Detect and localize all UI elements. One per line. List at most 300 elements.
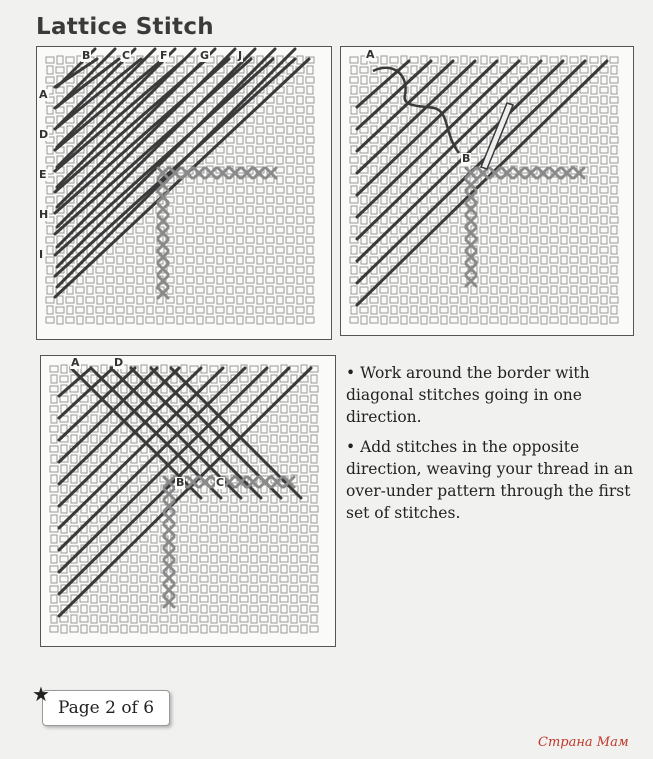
mesh-cell — [500, 287, 508, 293]
mesh-cell — [57, 316, 63, 324]
mesh-cell — [250, 366, 258, 372]
mesh-cell — [141, 405, 147, 413]
mesh-cell — [460, 287, 468, 293]
mesh-cell — [350, 197, 358, 203]
mesh-cell — [76, 287, 84, 293]
mesh-cell — [251, 555, 257, 563]
mesh-cell — [361, 236, 367, 244]
mesh-cell — [287, 86, 293, 94]
mesh-cell — [227, 266, 233, 274]
mesh-cell — [290, 606, 298, 612]
mesh-cell — [610, 197, 618, 203]
mesh-cell — [501, 256, 507, 264]
mesh-cell — [61, 485, 67, 493]
mesh-cell — [541, 316, 547, 324]
mesh-cell — [276, 127, 284, 133]
mesh-cell — [201, 605, 207, 613]
mesh-cell — [310, 626, 318, 632]
mesh-cell — [301, 525, 307, 533]
mesh-cell — [510, 257, 518, 263]
mesh-cell — [197, 236, 203, 244]
mesh-cell — [530, 157, 538, 163]
mesh-cell — [421, 96, 427, 104]
mesh-cell — [87, 306, 93, 314]
mesh-cell — [540, 247, 548, 253]
mesh-cell — [227, 286, 233, 294]
mesh-cell — [520, 207, 528, 213]
mesh-cell — [70, 586, 78, 592]
mesh-cell — [191, 555, 197, 563]
mesh-cell — [266, 137, 274, 143]
mesh-cell — [531, 186, 537, 194]
mesh-cell — [236, 287, 244, 293]
mesh-cell — [441, 256, 447, 264]
mesh-cell — [190, 506, 198, 512]
mesh-cell — [256, 207, 264, 213]
mesh-cell — [480, 187, 488, 193]
mesh-cell — [81, 465, 87, 473]
mesh-cell — [137, 276, 143, 284]
mesh-cell — [250, 526, 258, 532]
mesh-cell — [441, 56, 447, 64]
mesh-cell — [361, 176, 367, 184]
mesh-cell — [101, 425, 107, 433]
mesh-cell — [411, 266, 417, 274]
mesh-cell — [90, 546, 98, 552]
mesh-cell — [196, 247, 204, 253]
mesh-cell — [200, 596, 208, 602]
mesh-cell — [206, 237, 214, 243]
mesh-cell — [580, 107, 588, 113]
mesh-cell — [161, 365, 167, 373]
mesh-cell — [511, 306, 517, 314]
instruction-item: • Work around the border with diagonal stitches going in one direction. — [346, 364, 590, 426]
mesh-cell — [590, 297, 598, 303]
mesh-cell — [601, 196, 607, 204]
mesh-cell — [200, 376, 208, 382]
mesh-cell — [236, 187, 244, 193]
mesh-cell — [441, 316, 447, 324]
mesh-cell — [267, 106, 273, 114]
mesh-cell — [440, 207, 448, 213]
mesh-cell — [560, 287, 568, 293]
mesh-cell — [301, 445, 307, 453]
mesh-cell — [480, 267, 488, 273]
mesh-cell — [47, 286, 53, 294]
mesh-cell — [220, 376, 228, 382]
mesh-cell — [286, 217, 294, 223]
mesh-cell — [351, 286, 357, 294]
mesh-cell — [196, 307, 204, 313]
mesh-cell — [481, 256, 487, 264]
mesh-cell — [451, 266, 457, 274]
mesh-cell — [110, 546, 118, 552]
mesh-cell — [310, 566, 318, 572]
mesh-cell — [127, 286, 133, 294]
mesh-cell — [287, 266, 293, 274]
mesh-cell — [581, 196, 587, 204]
mesh-cell — [610, 57, 618, 63]
mesh-cell — [51, 515, 57, 523]
mesh-cell — [310, 466, 318, 472]
mesh-cell — [441, 96, 447, 104]
mesh-cell — [421, 56, 427, 64]
mesh-cell — [411, 106, 417, 114]
mesh-cell — [120, 536, 128, 542]
mesh-cell — [207, 206, 213, 214]
mesh-cell — [271, 515, 277, 523]
mesh-cell — [520, 87, 528, 93]
mesh-cell — [491, 206, 497, 214]
mesh-cell — [591, 206, 597, 214]
mesh-cell — [230, 506, 238, 512]
mesh-cell — [181, 605, 187, 613]
mesh-cell — [221, 565, 227, 573]
mesh-cell — [511, 266, 517, 274]
mesh-cell — [490, 297, 498, 303]
mesh-cell — [207, 226, 213, 234]
mesh-cell — [210, 366, 218, 372]
mesh-cell — [530, 97, 538, 103]
mesh-cell — [101, 625, 107, 633]
mesh-cell — [370, 297, 378, 303]
mesh-cell — [131, 415, 137, 423]
mesh-cell — [230, 526, 238, 532]
mesh-cell — [47, 226, 53, 234]
mesh-cell — [101, 445, 107, 453]
mesh-cell — [157, 316, 163, 324]
mesh-cell — [51, 415, 57, 423]
mesh-cell — [601, 236, 607, 244]
mesh-cell — [451, 286, 457, 294]
mesh-cell — [237, 136, 243, 144]
mesh-cell — [550, 157, 558, 163]
mesh-cell — [590, 217, 598, 223]
mesh-cell — [151, 595, 157, 603]
mesh-cell — [140, 496, 148, 502]
mesh-cell — [501, 296, 507, 304]
mesh-cell — [550, 137, 558, 143]
mesh-cell — [181, 565, 187, 573]
mesh-cell — [257, 236, 263, 244]
mesh-cell — [47, 266, 53, 274]
mesh-cell — [251, 615, 257, 623]
mesh-cell — [120, 556, 128, 562]
label-c: C — [216, 476, 225, 489]
mesh-cell — [451, 66, 457, 74]
mesh-cell — [601, 156, 607, 164]
mesh-cell — [421, 156, 427, 164]
mesh-cell — [61, 445, 67, 453]
mesh-cell — [296, 187, 304, 193]
mesh-cell — [230, 566, 238, 572]
mesh-cell — [440, 307, 448, 313]
mesh-cell — [217, 196, 223, 204]
mesh-cell — [511, 226, 517, 234]
mesh-cell — [521, 276, 527, 284]
mesh-cell — [510, 197, 518, 203]
mesh-cell — [540, 107, 548, 113]
mesh-cell — [600, 207, 608, 213]
mesh-cell — [591, 306, 597, 314]
star-icon: ★ — [32, 682, 50, 706]
mesh-cell — [600, 287, 608, 293]
mesh-cell — [286, 277, 294, 283]
mesh-cell — [246, 217, 254, 223]
mesh-cell — [480, 227, 488, 233]
diagram-step-3 — [40, 355, 336, 647]
mesh-cell — [211, 495, 217, 503]
mesh-cell — [217, 296, 223, 304]
mesh-cell — [450, 197, 458, 203]
mesh-cell — [450, 317, 458, 323]
mesh-cell — [97, 276, 103, 284]
mesh-cell — [200, 536, 208, 542]
mesh-cell — [307, 266, 313, 274]
mesh-cell — [501, 56, 507, 64]
mesh-cell — [300, 516, 308, 522]
mesh-cell — [47, 306, 53, 314]
mesh-cell — [581, 216, 587, 224]
mesh-cell — [360, 127, 368, 133]
mesh-cell — [601, 256, 607, 264]
mesh-cell — [271, 575, 277, 583]
mesh-cell — [510, 137, 518, 143]
mesh-cell — [540, 67, 548, 73]
mesh-cell — [601, 96, 607, 104]
mesh-cell — [451, 246, 457, 254]
mesh-cell — [610, 317, 618, 323]
mesh-cell — [480, 307, 488, 313]
mesh-cell — [71, 495, 77, 503]
mesh-cell — [266, 117, 274, 123]
mesh-cell — [306, 157, 314, 163]
mesh-cell — [421, 256, 427, 264]
label-c: C — [122, 49, 131, 62]
mesh-cell — [591, 126, 597, 134]
mesh-cell — [261, 445, 267, 453]
mesh-cell — [86, 317, 94, 323]
mesh-cell — [180, 596, 188, 602]
mesh-cell — [296, 87, 304, 93]
mesh-cell — [280, 576, 288, 582]
mesh-cell — [511, 206, 517, 214]
mesh-cell — [61, 625, 67, 633]
mesh-cell — [611, 146, 617, 154]
mesh-cell — [50, 586, 58, 592]
mesh-cell — [421, 136, 427, 144]
mesh-cell — [137, 296, 143, 304]
mesh-cell — [301, 385, 307, 393]
mesh-cell — [450, 297, 458, 303]
mesh-cell — [277, 296, 283, 304]
mesh-cell — [220, 616, 228, 622]
mesh-cell — [281, 445, 287, 453]
mesh-cell — [281, 425, 287, 433]
mesh-cell — [191, 535, 197, 543]
mesh-cell — [451, 306, 457, 314]
mesh-cell — [271, 415, 277, 423]
mesh-cell — [421, 296, 427, 304]
mesh-cell — [401, 176, 407, 184]
mesh-cell — [281, 565, 287, 573]
mesh-cell — [120, 476, 128, 482]
page-title: Lattice Stitch — [36, 14, 214, 40]
mesh-cell — [600, 147, 608, 153]
mesh-cell — [206, 297, 214, 303]
mesh-cell — [240, 396, 248, 402]
mesh-cell — [541, 256, 547, 264]
mesh-cell — [251, 595, 257, 603]
mesh-cell — [410, 297, 418, 303]
mesh-cell — [121, 585, 127, 593]
mesh-cell — [270, 506, 278, 512]
mesh-cell — [186, 197, 194, 203]
mesh-cell — [261, 585, 267, 593]
mesh-cell — [221, 625, 227, 633]
mesh-cell — [231, 515, 237, 523]
mesh-cell — [47, 166, 53, 174]
mesh-cell — [81, 425, 87, 433]
mesh-cell — [306, 297, 314, 303]
mesh-cell — [276, 287, 284, 293]
mesh-cell — [500, 247, 508, 253]
mesh-cell — [146, 257, 154, 263]
mesh-cell — [211, 595, 217, 603]
mesh-cell — [180, 616, 188, 622]
mesh-cell — [226, 217, 234, 223]
mesh-cell — [531, 206, 537, 214]
mesh-cell — [216, 147, 224, 153]
mesh-cell — [147, 226, 153, 234]
mesh-cell — [560, 187, 568, 193]
mesh-cell — [141, 625, 147, 633]
mesh-cell — [540, 227, 548, 233]
mesh-cell — [360, 307, 368, 313]
mesh-cell — [311, 495, 317, 503]
mesh-cell — [227, 226, 233, 234]
mesh-cell — [276, 307, 284, 313]
mesh-cell — [561, 216, 567, 224]
mesh-cell — [181, 505, 187, 513]
mesh-cell — [261, 545, 267, 553]
mesh-cell — [380, 287, 388, 293]
mesh-cell — [450, 177, 458, 183]
mesh-cell — [571, 126, 577, 134]
mesh-cell — [250, 386, 258, 392]
mesh-cell — [401, 136, 407, 144]
mesh-cell — [297, 156, 303, 164]
mesh-cell — [210, 566, 218, 572]
mesh-cell — [216, 247, 224, 253]
mesh-cell — [177, 296, 183, 304]
mesh-cell — [46, 157, 54, 163]
mesh-cell — [221, 505, 227, 513]
mesh-cell — [311, 595, 317, 603]
mesh-cell — [590, 257, 598, 263]
mesh-cell — [80, 596, 88, 602]
mesh-cell — [256, 127, 264, 133]
canvas-grid-1 — [37, 47, 331, 339]
mesh-cell — [291, 575, 297, 583]
mesh-cell — [146, 297, 154, 303]
mesh-cell — [490, 257, 498, 263]
mesh-cell — [147, 246, 153, 254]
mesh-cell — [110, 526, 118, 532]
mesh-cell — [257, 256, 263, 264]
mesh-cell — [186, 297, 194, 303]
mesh-cell — [201, 565, 207, 573]
mesh-cell — [151, 615, 157, 623]
mesh-cell — [491, 286, 497, 294]
mesh-cell — [306, 237, 314, 243]
mesh-cell — [560, 307, 568, 313]
mesh-cell — [286, 197, 294, 203]
mesh-cell — [247, 286, 253, 294]
mesh-cell — [206, 257, 214, 263]
mesh-cell — [551, 306, 557, 314]
mesh-cell — [50, 626, 58, 632]
mesh-cell — [370, 277, 378, 283]
mesh-cell — [246, 237, 254, 243]
mesh-cell — [91, 615, 97, 623]
mesh-cell — [297, 116, 303, 124]
mesh-cell — [50, 506, 58, 512]
mesh-cell — [570, 77, 578, 83]
mesh-cell — [430, 257, 438, 263]
mesh-cell — [301, 485, 307, 493]
mesh-cell — [286, 157, 294, 163]
mesh-cell — [251, 455, 257, 463]
mesh-cell — [350, 97, 358, 103]
mesh-cell — [410, 277, 418, 283]
mesh-cell — [271, 435, 277, 443]
mesh-cell — [360, 67, 368, 73]
mesh-cell — [380, 87, 388, 93]
mesh-cell — [270, 526, 278, 532]
mesh-cell — [590, 317, 598, 323]
mesh-cell — [500, 227, 508, 233]
mesh-cell — [90, 566, 98, 572]
mesh-cell — [160, 616, 168, 622]
mesh-cell — [197, 276, 203, 284]
mesh-cell — [276, 147, 284, 153]
mesh-cell — [200, 556, 208, 562]
mesh-cell — [350, 317, 358, 323]
mesh-cell — [351, 86, 357, 94]
mesh-cell — [290, 466, 298, 472]
mesh-cell — [510, 297, 518, 303]
mesh-cell — [181, 545, 187, 553]
mesh-cell — [201, 625, 207, 633]
mesh-cell — [550, 317, 558, 323]
mesh-cell — [286, 257, 294, 263]
mesh-cell — [390, 277, 398, 283]
mesh-cell — [291, 555, 297, 563]
mesh-cell — [307, 106, 313, 114]
mesh-cell — [57, 56, 63, 64]
mesh-cell — [541, 236, 547, 244]
mesh-cell — [550, 117, 558, 123]
mesh-cell — [241, 625, 247, 633]
mesh-cell — [190, 546, 198, 552]
mesh-cell — [246, 197, 254, 203]
mesh-cell — [177, 256, 183, 264]
mesh-cell — [270, 426, 278, 432]
mesh-cell — [591, 246, 597, 254]
mesh-cell — [150, 586, 158, 592]
mesh-cell — [611, 266, 617, 274]
